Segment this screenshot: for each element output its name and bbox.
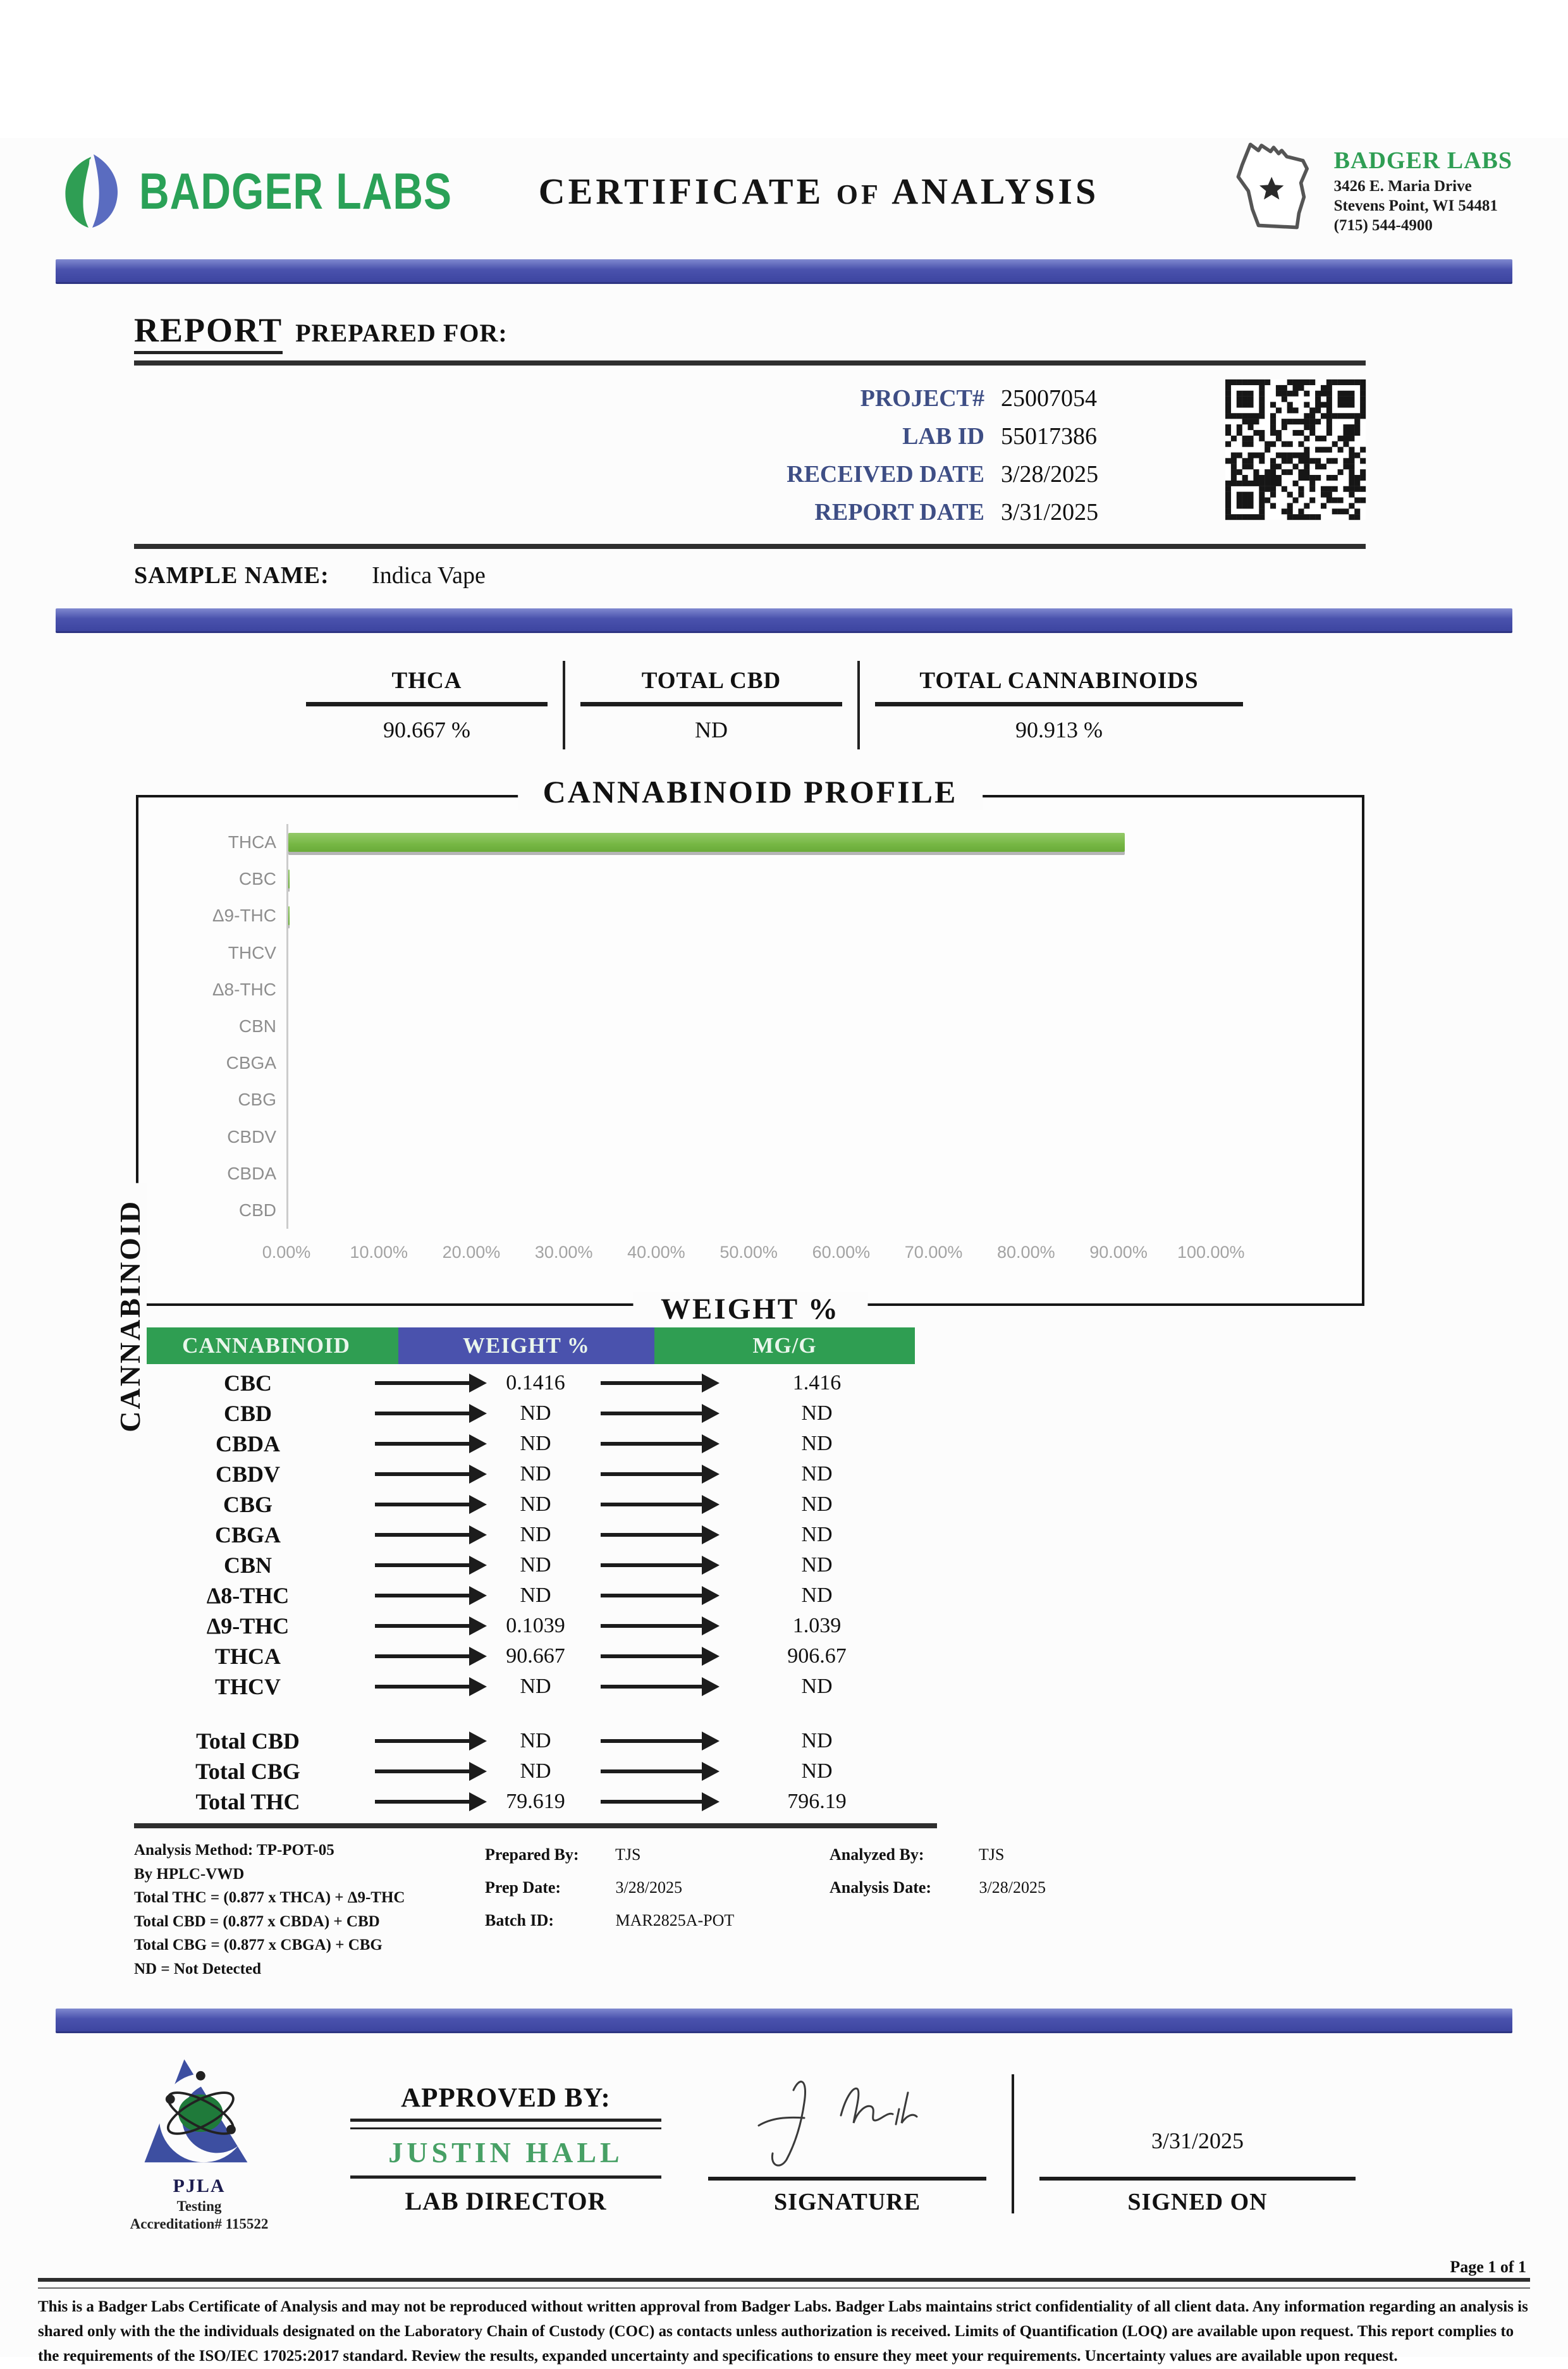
- summary-total-cannabinoids: [860, 661, 1258, 749]
- chart-x-tick-label: 0.00%: [262, 1243, 311, 1262]
- analyzed-by-value: TJS: [979, 1845, 1005, 1864]
- chart-bar-row: [288, 861, 1345, 897]
- report-field: [861, 385, 1191, 412]
- chart-x-tick-label: 70.00%: [904, 1243, 963, 1262]
- cannabinoid-name: CBG: [223, 1492, 273, 1517]
- batch-id-label: Batch ID:: [485, 1911, 554, 1929]
- prepared-by-label: Prepared By:: [485, 1845, 579, 1864]
- chart-category-labels: [161, 824, 286, 1229]
- mg-per-g-value: 1.039: [792, 1614, 842, 1637]
- chart-x-ticks: [262, 1243, 1345, 1268]
- arrow-icon: [375, 1739, 471, 1743]
- arrow-icon: [601, 1654, 704, 1658]
- chart-bar-row: [288, 1119, 1345, 1155]
- table-row: [134, 1756, 915, 1787]
- results-table-body: [134, 1368, 915, 1702]
- lab-contact: [1334, 146, 1512, 235]
- report-heading-rest: PREPARED FOR:: [295, 319, 508, 347]
- mg-per-g-value: ND: [801, 1759, 833, 1783]
- arrow-icon: [375, 1769, 471, 1773]
- analysis-date-value: 3/28/2025: [979, 1878, 1046, 1897]
- coa-document: [0, 138, 1568, 2365]
- leaf-logo-icon: [56, 152, 126, 230]
- rule: [708, 2177, 986, 2181]
- chart-bar-row: [288, 897, 1345, 934]
- arrow-icon: [375, 1624, 471, 1628]
- cannabinoid-name: THCV: [214, 1674, 281, 1699]
- chart-category-label: CBN: [238, 1016, 276, 1037]
- mg-per-g-value: 1.416: [792, 1371, 842, 1394]
- chart-category-label: CBDV: [227, 1126, 276, 1147]
- rule: [134, 1823, 937, 1828]
- weight-percent-value: ND: [520, 1759, 551, 1783]
- results-table-header: [134, 1327, 915, 1364]
- method-notes: [134, 1838, 1568, 1981]
- cannabinoid-name: Total CBD: [196, 1728, 300, 1754]
- arrow-icon: [601, 1412, 704, 1415]
- weight-percent-value: 79.619: [506, 1790, 565, 1813]
- chart-title: CANNABINOID PROFILE: [518, 773, 983, 810]
- prepared-by-value: TJS: [615, 1845, 641, 1864]
- arrow-icon: [601, 1594, 704, 1597]
- mg-per-g-value: ND: [801, 1432, 833, 1455]
- page-number: Page 1 of 1: [1450, 2258, 1526, 2277]
- chart-x-tick-label: 90.00%: [1089, 1243, 1148, 1262]
- arrow-icon: [601, 1685, 704, 1689]
- field-label: PROJECT#: [860, 385, 984, 412]
- chart-category-label: CBG: [238, 1090, 276, 1110]
- arrow-icon: [601, 1769, 704, 1773]
- analyzed-by-label: Analyzed By:: [830, 1845, 924, 1864]
- report-field: [787, 460, 1191, 488]
- lab-phone: (715) 544-4900: [1333, 217, 1433, 235]
- report-info: [134, 379, 1366, 538]
- prep-date-row: [485, 1871, 830, 1904]
- batch-id-row: [485, 1904, 830, 1937]
- lab-name: BADGER LABS: [1333, 147, 1512, 175]
- sample-name-row: [134, 562, 1366, 589]
- mg-per-g-value: ND: [801, 1401, 833, 1425]
- mg-per-g-value: 906.67: [787, 1644, 847, 1668]
- mg-per-g-value: ND: [801, 1675, 833, 1698]
- column-header-cannabinoid: CANNABINOID: [134, 1327, 398, 1364]
- weight-percent-value: ND: [520, 1492, 551, 1516]
- field-value: 55017386: [1001, 423, 1097, 450]
- analysis-notes: [830, 1838, 1234, 1981]
- logo-wordmark: BADGER LABS: [139, 162, 453, 220]
- arrow-icon: [601, 1472, 704, 1476]
- method-note-line: ND = Not Detected: [134, 1960, 261, 1978]
- cannabinoid-name: THCA: [214, 1644, 281, 1669]
- arrow-icon: [601, 1381, 704, 1385]
- pjla-testing-label: Testing: [176, 2198, 222, 2215]
- arrow-icon: [601, 1503, 704, 1506]
- summary-value: 90.913 %: [1015, 717, 1103, 742]
- cannabinoid-name: Total THC: [195, 1789, 300, 1814]
- weight-percent-value: ND: [520, 1584, 551, 1607]
- signed-on-date: 3/31/2025: [1151, 2128, 1244, 2154]
- weight-percent-value: 0.1039: [506, 1614, 565, 1637]
- rule: [1039, 2177, 1356, 2181]
- approval-section: [95, 2055, 1511, 2232]
- method-note-line: Total CBG = (0.877 x CBGA) + CBG: [134, 1936, 383, 1954]
- chart-x-tick-label: 40.00%: [627, 1243, 685, 1262]
- pjla-accreditation-number: Accreditation# 115522: [130, 2215, 269, 2232]
- arrow-icon: [375, 1594, 471, 1597]
- chart-y-axis-label: CANNABINOID: [113, 1183, 147, 1449]
- table-row: [134, 1368, 915, 1398]
- table-row: [134, 1726, 915, 1756]
- cannabinoid-name: Δ8-THC: [206, 1583, 290, 1608]
- rule: [134, 544, 1366, 549]
- field-value: 3/28/2025: [1001, 461, 1099, 488]
- rule: [134, 360, 1366, 366]
- header: [0, 138, 1568, 244]
- summary-value: 90.667 %: [383, 717, 470, 742]
- rule: [350, 2175, 662, 2179]
- chart-x-tick-label: 100.00%: [1177, 1243, 1245, 1262]
- lab-address-line1: 3426 E. Maria Drive: [1333, 177, 1472, 195]
- sample-name-label: SAMPLE NAME:: [134, 562, 329, 589]
- approver-name: JUSTIN HALL: [388, 2136, 623, 2169]
- table-row: [134, 1671, 915, 1702]
- lab-address-block: [1127, 138, 1512, 244]
- rule: [580, 702, 842, 706]
- arrow-icon: [601, 1442, 704, 1446]
- divider-bar-top: [56, 259, 1512, 284]
- chart-bar-row: [288, 824, 1345, 861]
- weight-percent-value: ND: [520, 1675, 551, 1698]
- arrow-icon: [601, 1800, 704, 1804]
- cannabinoid-name: Δ9-THC: [206, 1613, 290, 1639]
- page-title: [511, 170, 1127, 212]
- field-value: 3/31/2025: [1001, 499, 1099, 526]
- mg-per-g-value: ND: [801, 1584, 833, 1607]
- report-fields: [787, 379, 1191, 526]
- pjla-accreditation: [95, 2055, 303, 2232]
- weight-percent-value: ND: [520, 1432, 551, 1455]
- chart-x-tick-label: 10.00%: [350, 1243, 408, 1262]
- cannabinoid-name: CBDA: [215, 1431, 280, 1456]
- weight-percent-value: 90.667: [506, 1644, 565, 1668]
- arrow-icon: [375, 1381, 471, 1385]
- table-row: [134, 1398, 915, 1429]
- arrow-icon: [375, 1472, 471, 1476]
- mg-per-g-value: 796.19: [787, 1790, 847, 1813]
- weight-percent-value: ND: [520, 1401, 551, 1425]
- chart-category-label: CBGA: [226, 1053, 276, 1073]
- chart-category-label: CBDA: [227, 1163, 276, 1183]
- field-value: 25007054: [1001, 385, 1097, 412]
- summary-header: TOTAL CBD: [641, 668, 781, 694]
- table-row: [134, 1550, 915, 1580]
- table-row: [134, 1787, 915, 1817]
- arrow-icon: [375, 1533, 471, 1537]
- title-part: ANALYSIS: [891, 170, 1099, 212]
- pjla-logo-icon: [135, 2055, 264, 2172]
- results-table-totals: [134, 1726, 915, 1817]
- chart-bar-row: [288, 1008, 1345, 1045]
- prep-date-label: Prep Date:: [485, 1878, 561, 1897]
- rule: [306, 702, 548, 706]
- method-note-line: Total THC = (0.877 x THCA) + Δ9-THC: [134, 1889, 405, 1906]
- chart-bars: [286, 824, 1345, 1229]
- chart-bar-row: [288, 1155, 1345, 1192]
- prep-notes: [485, 1838, 830, 1981]
- approver-title: LAB DIRECTOR: [405, 2187, 607, 2216]
- summary-total-cbd: [563, 661, 860, 749]
- weight-percent-value: ND: [520, 1462, 551, 1486]
- summary-thca: [291, 661, 563, 749]
- weight-percent-value: ND: [520, 1553, 551, 1577]
- arrow-icon: [601, 1739, 704, 1743]
- arrow-icon: [601, 1624, 704, 1628]
- chart-bar: [288, 906, 290, 925]
- lab-address-line2: Stevens Point, WI 54481: [1333, 197, 1498, 215]
- prep-date-value: 3/28/2025: [615, 1878, 682, 1897]
- analysis-date-row: [830, 1871, 1234, 1904]
- rule: [38, 2278, 1530, 2289]
- chart-category-label: Δ9-THC: [212, 906, 276, 926]
- mg-per-g-value: ND: [801, 1553, 833, 1577]
- analysis-date-label: Analysis Date:: [830, 1878, 932, 1897]
- disclaimer-text: This is a Badger Labs Certificate of Analysis and may not be reproduced without written approval from Badger Labs. Badger Labs maintains strict confidentiality of all client data. Any information regarding an analysis is shared only with the the individuals designated on the Laboratory Chain of Custody (COC) as contacts unless authorization is received. Limits of Quantification (LOQ) are available upon request. This report complies to the requirements of the ISO/IEC 17025:2017 standard. Review the results, expanded uncertainty and specifications to ensure they meet your requirements. Uncertainty values are available upon request.: [38, 2298, 1528, 2365]
- report-field: [902, 422, 1191, 450]
- arrow-icon: [375, 1654, 471, 1658]
- title-part: CERTIFICATE: [538, 170, 824, 212]
- cannabinoid-name: CBGA: [214, 1522, 281, 1548]
- table-row: [134, 1611, 915, 1641]
- batch-id-value: MAR2825A-POT: [615, 1911, 735, 1929]
- rule: [875, 702, 1243, 706]
- report-heading: [134, 311, 1366, 354]
- approved-by-block: [329, 2083, 683, 2232]
- vertical-divider: [1012, 2074, 1014, 2213]
- analyzed-by-row: [830, 1838, 1234, 1871]
- summary-table: [291, 661, 1568, 749]
- chart-bar: [288, 833, 1125, 852]
- footer: [38, 2258, 1530, 2368]
- chart-x-tick-label: 50.00%: [720, 1243, 778, 1262]
- arrow-icon: [375, 1685, 471, 1689]
- analysis-method-notes: [134, 1838, 485, 1981]
- column-header-weight: WEIGHT %: [398, 1327, 654, 1364]
- chart-x-tick-label: 80.00%: [997, 1243, 1055, 1262]
- divider-bar: [56, 608, 1512, 633]
- signature-image: [733, 2065, 961, 2172]
- chart-x-tick-label: 30.00%: [534, 1243, 593, 1262]
- chart-x-axis-label: WEIGHT %: [633, 1292, 867, 1326]
- qr-code: [1225, 379, 1366, 520]
- mg-per-g-value: ND: [801, 1492, 833, 1516]
- arrow-icon: [601, 1533, 704, 1537]
- chart-plot-area: [161, 824, 1345, 1229]
- signature-block: [708, 2065, 986, 2232]
- field-label: RECEIVED DATE: [787, 461, 984, 488]
- table-row: [134, 1520, 915, 1550]
- method-note-line: By HPLC-VWD: [134, 1865, 245, 1883]
- title-part-of: OF: [836, 178, 881, 210]
- chart-category-label: THCV: [228, 942, 276, 963]
- method-note-line: Analysis Method: TP-POT-05: [134, 1842, 334, 1859]
- weight-percent-value: ND: [520, 1729, 551, 1752]
- column-header-mgg: MG/G: [654, 1327, 915, 1364]
- cannabinoid-name: CBC: [223, 1370, 272, 1396]
- pjla-name: PJLA: [173, 2175, 226, 2197]
- cannabinoid-name: CBN: [223, 1553, 272, 1578]
- signed-on-block: [1039, 2127, 1356, 2232]
- mg-per-g-value: ND: [801, 1523, 833, 1546]
- chart-bar-row: [288, 935, 1345, 971]
- mg-per-g-value: ND: [801, 1729, 833, 1752]
- signature-label: SIGNATURE: [773, 2189, 921, 2216]
- signed-on-label: SIGNED ON: [1127, 2189, 1268, 2216]
- table-row: [134, 1580, 915, 1611]
- field-label: REPORT DATE: [814, 499, 984, 526]
- chart-bar-row: [288, 1192, 1345, 1229]
- chart-bar-row: [288, 1045, 1345, 1081]
- field-label: LAB ID: [902, 423, 984, 450]
- results-table: [134, 1327, 915, 1817]
- arrow-icon: [601, 1563, 704, 1567]
- arrow-icon: [375, 1503, 471, 1506]
- prepared-by-row: [485, 1838, 830, 1871]
- mg-per-g-value: ND: [801, 1462, 833, 1486]
- cannabinoid-name: CBD: [223, 1401, 272, 1426]
- approved-by-label: APPROVED BY:: [401, 2083, 611, 2114]
- divider-bar-bottom: [56, 2009, 1512, 2033]
- table-row: [134, 1429, 915, 1459]
- chart-bar-row: [288, 1081, 1345, 1118]
- report-field: [814, 498, 1191, 526]
- chart-bar-row: [288, 971, 1345, 1008]
- chart-category-label: CBC: [238, 869, 276, 889]
- chart-bar: [288, 870, 290, 889]
- chart-category-label: Δ8-THC: [212, 979, 276, 999]
- arrow-icon: [375, 1442, 471, 1446]
- table-row: [134, 1459, 915, 1489]
- weight-percent-value: 0.1416: [506, 1371, 565, 1394]
- rule: [350, 2119, 662, 2129]
- sample-name-value: Indica Vape: [372, 562, 486, 589]
- method-note-line: Total CBD = (0.877 x CBDA) + CBD: [134, 1912, 380, 1930]
- table-row: [134, 1489, 915, 1520]
- arrow-icon: [375, 1800, 471, 1804]
- summary-value: ND: [695, 717, 728, 742]
- report-heading-word: REPORT: [134, 311, 283, 354]
- badger-labs-logo: [56, 152, 511, 230]
- weight-percent-value: ND: [520, 1523, 551, 1546]
- cannabinoid-name: CBDV: [215, 1461, 280, 1487]
- chart-x-tick-label: 20.00%: [442, 1243, 501, 1262]
- chart-category-label: THCA: [228, 832, 276, 852]
- chart-x-tick-label: 60.00%: [812, 1243, 871, 1262]
- arrow-icon: [375, 1412, 471, 1415]
- summary-header: THCA: [391, 668, 462, 694]
- arrow-icon: [375, 1563, 471, 1567]
- table-row: [134, 1641, 915, 1671]
- summary-header: TOTAL CANNABINOIDS: [919, 668, 1199, 694]
- chart-category-label: CBD: [238, 1200, 276, 1220]
- cannabinoid-name: Total CBG: [195, 1759, 300, 1784]
- wisconsin-map-icon: [1224, 138, 1325, 244]
